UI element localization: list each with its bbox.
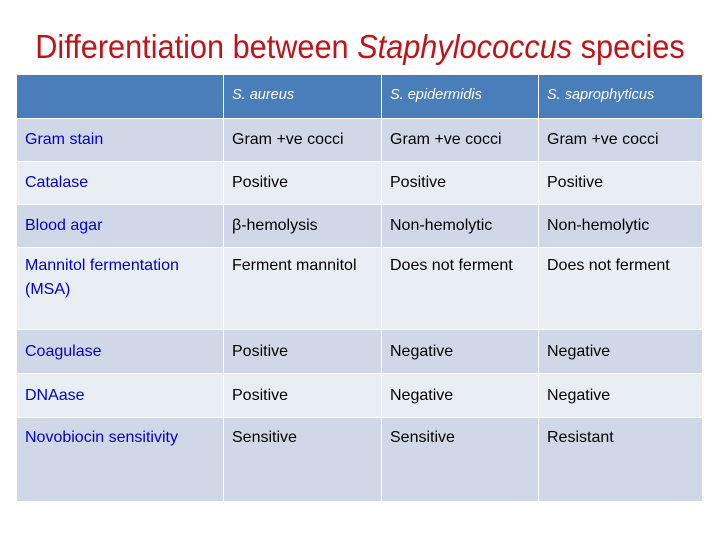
- row-label: Gram stain: [17, 119, 224, 162]
- title-part1: Differentiation between: [35, 28, 358, 65]
- table-row: [17, 418, 703, 502]
- table-cell: Negative: [382, 374, 539, 418]
- table-cell: Positive: [382, 162, 539, 205]
- table-cell: β-hemolysis: [224, 205, 382, 248]
- table-cell: Gram +ve cocci: [382, 119, 539, 162]
- table-cell: Sensitive: [224, 418, 382, 502]
- table-cell: Positive: [539, 162, 703, 205]
- differentiation-table: [16, 74, 703, 502]
- table-row: [17, 374, 703, 418]
- row-label: Coagulase: [17, 330, 224, 374]
- table-cell: Negative: [539, 374, 703, 418]
- table-cell: Does not ferment: [382, 248, 539, 330]
- slide-title: [25, 26, 695, 68]
- table-cell: Non-hemolytic: [539, 205, 703, 248]
- table-cell: Non-hemolytic: [382, 205, 539, 248]
- row-label: Blood agar: [17, 205, 224, 248]
- table-cell: Positive: [224, 374, 382, 418]
- row-label: Mannitol fermentation (MSA): [17, 248, 224, 330]
- table-header-row: [17, 75, 703, 119]
- row-label: Catalase: [17, 162, 224, 205]
- header-cell-s-epidermidis: S. epidermidis: [382, 75, 539, 119]
- title-italic: Staphylococcus: [357, 28, 573, 65]
- table-cell: Gram +ve cocci: [539, 119, 703, 162]
- table-row: [17, 205, 703, 248]
- table-cell: Positive: [224, 330, 382, 374]
- table-row: [17, 248, 703, 330]
- table-row: [17, 330, 703, 374]
- header-cell-s-aureus: S. aureus: [224, 75, 382, 119]
- header-cell-s-saprophyticus: S. saprophyticus: [539, 75, 703, 119]
- title-part2: species: [572, 28, 685, 65]
- header-cell-blank: [17, 75, 224, 119]
- table-cell: Gram +ve cocci: [224, 119, 382, 162]
- table-cell: Positive: [224, 162, 382, 205]
- row-label: DNAase: [17, 374, 224, 418]
- table-cell: Does not ferment: [539, 248, 703, 330]
- table-cell: Negative: [382, 330, 539, 374]
- table-cell: Resistant: [539, 418, 703, 502]
- table-cell: Ferment mannitol: [224, 248, 382, 330]
- table-cell: Sensitive: [382, 418, 539, 502]
- row-label: Novobiocin sensitivity: [17, 418, 224, 502]
- table-row: [17, 119, 703, 162]
- table-row: [17, 162, 703, 205]
- table-cell: Negative: [539, 330, 703, 374]
